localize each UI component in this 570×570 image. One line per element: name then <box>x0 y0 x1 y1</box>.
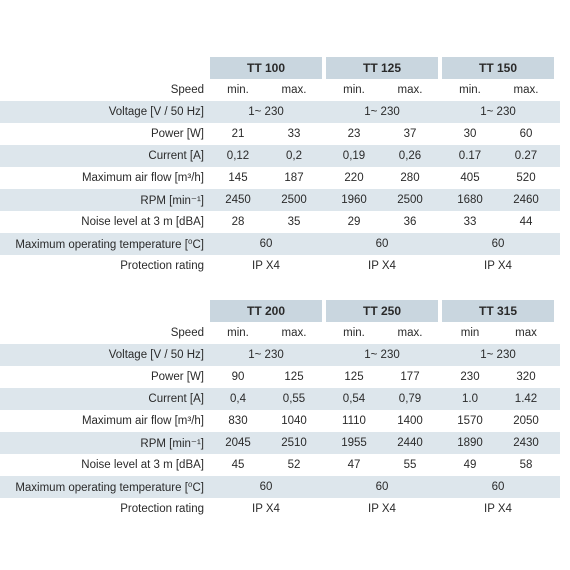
table-row <box>0 344 560 366</box>
cell: 2500 <box>397 194 423 206</box>
row-label: Maximum air flow [m³/h] <box>81 415 204 427</box>
cell: max. <box>397 327 423 339</box>
cell: 60 <box>375 238 389 250</box>
cell: IP X4 <box>252 503 280 515</box>
table-header-row <box>0 300 560 322</box>
model-name: TT 250 <box>362 304 401 318</box>
cell: 2050 <box>513 415 539 427</box>
cell: 1~ 230 <box>248 106 284 118</box>
cell: 35 <box>287 216 301 228</box>
cell: 55 <box>403 459 417 471</box>
cell: 0,79 <box>398 393 422 405</box>
cell: 33 <box>287 128 301 140</box>
model-name: TT 315 <box>478 304 517 318</box>
cell: 2440 <box>397 437 423 449</box>
row-label: Voltage [V / 50 Hz] <box>108 106 204 118</box>
cell: 320 <box>516 371 536 383</box>
table-row <box>0 233 560 255</box>
table-row <box>0 388 560 410</box>
table-row <box>0 498 560 520</box>
cell: min. <box>227 84 249 96</box>
cell: 520 <box>516 172 536 184</box>
cell: 1960 <box>341 194 367 206</box>
cell: 177 <box>400 371 420 383</box>
row-label: Current [A] <box>148 150 204 162</box>
cell: 0,2 <box>286 150 302 162</box>
cell: 830 <box>228 415 248 427</box>
cell: 0,19 <box>342 150 366 162</box>
table-row <box>0 432 560 454</box>
row-label: RPM [min⁻¹] <box>140 195 204 207</box>
cell: 2045 <box>225 437 251 449</box>
row-label: Speed <box>170 327 204 339</box>
table-header-row <box>0 57 560 79</box>
row-label: Protection rating <box>120 260 204 272</box>
cell: min. <box>227 327 249 339</box>
cell: 280 <box>400 172 420 184</box>
cell: max. <box>397 84 423 96</box>
row-label: Speed <box>170 84 204 96</box>
cell: 60 <box>491 481 505 493</box>
cell: 30 <box>463 128 477 140</box>
cell: 0,12 <box>226 150 250 162</box>
table-row <box>0 255 560 277</box>
cell: 2460 <box>513 194 539 206</box>
cell: 21 <box>231 128 245 140</box>
cell: 145 <box>228 172 248 184</box>
cell: 1110 <box>342 415 366 427</box>
table-row <box>0 189 560 211</box>
cell: 49 <box>463 459 477 471</box>
cell: 1~ 230 <box>480 106 516 118</box>
cell: 29 <box>347 216 361 228</box>
row-label: Maximum operating temperature [⁰C] <box>15 239 204 251</box>
cell: min <box>460 327 480 339</box>
cell: 60 <box>259 238 273 250</box>
cell: min. <box>343 327 365 339</box>
cell: 60 <box>259 481 273 493</box>
cell: 1955 <box>341 437 367 449</box>
cell: IP X4 <box>484 503 512 515</box>
cell: 1~ 230 <box>364 106 400 118</box>
row-label: Power [W] <box>150 371 204 383</box>
cell: 220 <box>344 172 364 184</box>
cell: 2450 <box>225 194 251 206</box>
cell: 1.0 <box>462 393 478 405</box>
table-row <box>0 145 560 167</box>
cell: max. <box>281 84 307 96</box>
cell: 60 <box>519 128 533 140</box>
cell: 1680 <box>457 194 483 206</box>
row-label: Maximum air flow [m³/h] <box>81 172 204 184</box>
cell: 0.17 <box>458 150 482 162</box>
row-label: RPM [min⁻¹] <box>140 438 204 450</box>
cell: 60 <box>491 238 505 250</box>
cell: 36 <box>403 216 417 228</box>
cell: 2500 <box>281 194 307 206</box>
cell: min. <box>343 84 365 96</box>
row-label: Maximum operating temperature [⁰C] <box>15 482 204 494</box>
cell: 23 <box>347 128 361 140</box>
model-name: TT 150 <box>478 61 517 75</box>
table-row <box>0 322 560 344</box>
cell: 1890 <box>457 437 483 449</box>
spec-table-bottom <box>0 300 560 520</box>
cell: 44 <box>519 216 533 228</box>
row-label: Noise level at 3 m [dBA] <box>81 216 204 228</box>
table-row <box>0 211 560 233</box>
cell: max. <box>281 327 307 339</box>
model-name: TT 125 <box>362 61 401 75</box>
cell: 0,26 <box>398 150 422 162</box>
cell: 1.42 <box>514 393 538 405</box>
model-name: TT 100 <box>246 61 285 75</box>
cell: 37 <box>403 128 417 140</box>
cell: IP X4 <box>484 260 512 272</box>
table-row <box>0 79 560 101</box>
cell: 47 <box>347 459 361 471</box>
row-label: Protection rating <box>120 503 204 515</box>
table-row <box>0 167 560 189</box>
cell: 52 <box>287 459 301 471</box>
row-label: Voltage [V / 50 Hz] <box>108 349 204 361</box>
table-row <box>0 101 560 123</box>
cell: 90 <box>231 371 245 383</box>
cell: 33 <box>463 216 477 228</box>
row-label: Current [A] <box>148 393 204 405</box>
cell: 1~ 230 <box>364 349 400 361</box>
cell: 125 <box>344 371 364 383</box>
cell: 125 <box>284 371 304 383</box>
table-row <box>0 123 560 145</box>
cell: 0,4 <box>230 393 246 405</box>
cell: 405 <box>460 172 480 184</box>
cell: IP X4 <box>252 260 280 272</box>
table-row <box>0 476 560 498</box>
cell: 1~ 230 <box>248 349 284 361</box>
spec-table-top <box>0 57 560 277</box>
cell: 58 <box>519 459 533 471</box>
cell: 1040 <box>281 415 307 427</box>
cell: 28 <box>231 216 245 228</box>
table-row <box>0 366 560 388</box>
row-label: Noise level at 3 m [dBA] <box>81 459 204 471</box>
cell: 60 <box>375 481 389 493</box>
cell: 1~ 230 <box>480 349 516 361</box>
cell: 45 <box>231 459 245 471</box>
table-row <box>0 454 560 476</box>
cell: IP X4 <box>368 260 396 272</box>
cell: IP X4 <box>368 503 396 515</box>
table-row <box>0 410 560 432</box>
model-name: TT 200 <box>246 304 285 318</box>
cell: 230 <box>460 371 480 383</box>
cell: max <box>515 327 537 339</box>
cell: 187 <box>284 172 304 184</box>
cell: 1570 <box>457 415 483 427</box>
row-label: Power [W] <box>150 128 204 140</box>
cell: 2430 <box>513 437 539 449</box>
cell: 0,55 <box>282 393 306 405</box>
cell: max. <box>513 84 539 96</box>
cell: 0,54 <box>342 393 366 405</box>
cell: 2510 <box>281 437 307 449</box>
cell: 0.27 <box>514 150 538 162</box>
cell: 1400 <box>397 415 423 427</box>
cell: min. <box>459 84 481 96</box>
